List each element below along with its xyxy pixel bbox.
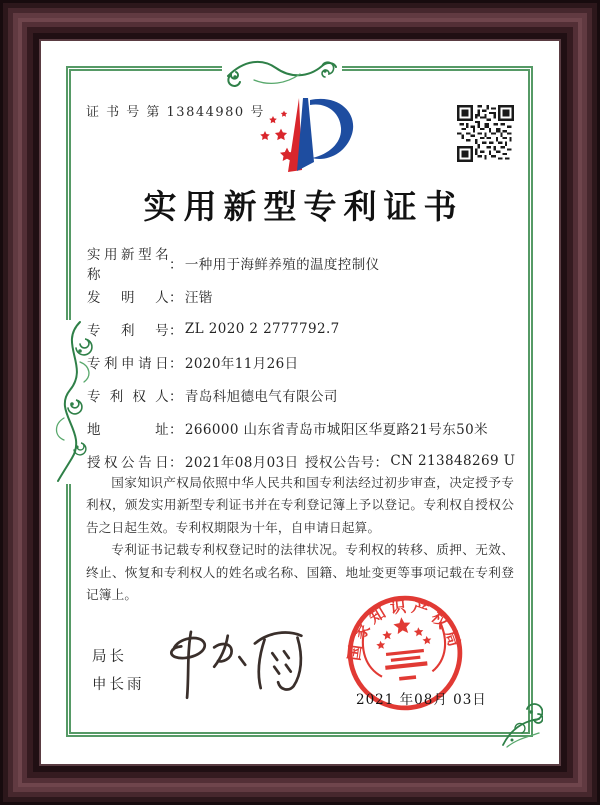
field-label: 授权公告日 bbox=[87, 454, 169, 471]
commissioner-name: 申长雨 bbox=[92, 677, 145, 693]
field-row-filing-date: 专利申请日 ： 2020年11月26日 bbox=[87, 345, 517, 378]
qr-code-icon bbox=[457, 105, 514, 162]
commissioner-role: 局长 bbox=[92, 649, 127, 665]
field-label: 专利申请日 bbox=[87, 355, 169, 372]
field-list bbox=[87, 246, 517, 477]
field-value: ZL 2020 2 2777792.7 bbox=[184, 320, 340, 337]
field-value: 2021年08月03日 bbox=[184, 454, 299, 471]
field-value: 青岛科旭德电气有限公司 bbox=[184, 388, 338, 405]
field-value: 266000 山东省青岛市城阳区华夏路21号东50米 bbox=[184, 421, 488, 438]
signature-icon bbox=[158, 613, 313, 705]
certificate-number: 证 书 号 第 13844980 号 bbox=[86, 105, 265, 120]
field-row-patentee: 专利权人 ： 青岛科旭德电气有限公司 bbox=[87, 378, 517, 411]
flourish-top-icon bbox=[224, 52, 339, 94]
field-label: 专利号 bbox=[87, 322, 169, 339]
cnipa-logo-icon bbox=[240, 94, 355, 182]
field-row-inventor: 发明人 ： 汪锴 bbox=[87, 279, 517, 312]
field-label: 地址 bbox=[87, 421, 169, 438]
official-seal-icon bbox=[321, 569, 488, 736]
field-value: CN 213848269 U bbox=[390, 452, 516, 469]
field-row-address: 地址 ： 266000 山东省青岛市城阳区华夏路21号东50米 bbox=[87, 411, 517, 444]
field-value: 2020年11月26日 bbox=[184, 355, 299, 372]
legal-paragraph-1: 国家知识产权局依照中华人民共和国专利法经过初步审查，决定授予专利权，颁发实用新型专利证书并在专利登记簿上予以登记。专利权自授权公告之日起生效。专利权期限为十年，自申请日起算。 bbox=[86, 475, 514, 535]
field-label: 发明人 bbox=[87, 289, 169, 306]
field-label: 专利权人 bbox=[87, 388, 169, 405]
field-value: 汪锴 bbox=[184, 289, 213, 306]
field-row-name: 实用新型名称 ： 一种用于海鲜养殖的温度控制仪 bbox=[87, 246, 517, 279]
legal-paragraph-2: 专利证书记载专利权登记时的法律状况。专利权的转移、质押、无效、终止、恢复和专利权人的姓名或名称、国籍、地址变更等事项记载在专利登记簿上。 bbox=[86, 542, 514, 603]
field-grant-number: 授权公告号 ： CN 213848269 U bbox=[305, 452, 516, 471]
field-label: 授权公告号 bbox=[305, 454, 375, 471]
certificate-title: 实用新型专利证书 bbox=[143, 187, 464, 226]
field-row-grant: 授权公告日 ： 2021年08月03日 授权公告号 ： CN 213848269 U bbox=[87, 444, 517, 477]
field-value: 一种用于海鲜养殖的温度控制仪 bbox=[184, 256, 380, 273]
field-row-patent-no: 专利号 ： ZL 2020 2 2777792.7 bbox=[87, 320, 340, 339]
seal-date: 2021 年08月 03日 bbox=[356, 692, 487, 708]
field-label: 实用新型名称 bbox=[87, 246, 169, 283]
seal-text: 国家知识产权局 bbox=[344, 596, 466, 662]
